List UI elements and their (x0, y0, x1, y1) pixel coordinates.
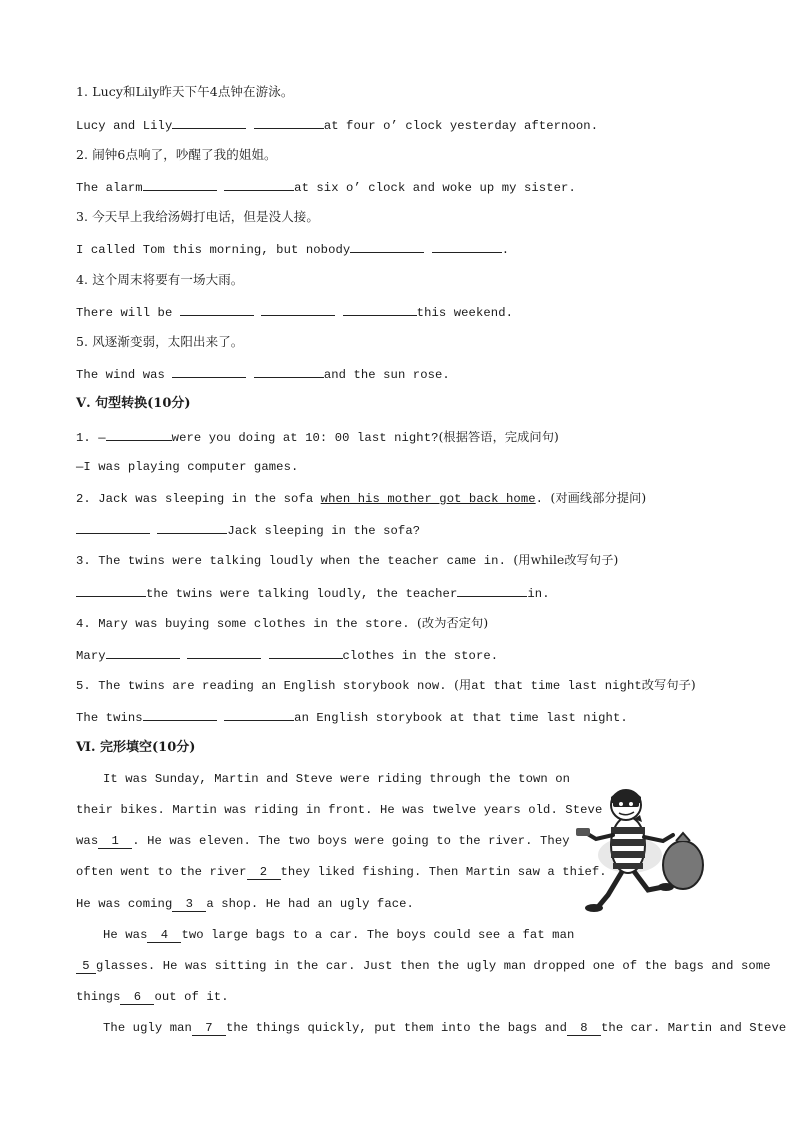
q5-2: 2. Jack was sleeping in the sofa when his mother got back home. (对画线部分提问) (76, 491, 647, 506)
q5-4: 4. Mary was buying some clothes in the store. (改为否定句) (76, 616, 489, 631)
q5-5: 5. The twins are reading an English storybook now. (用at that time last night改写句子) (76, 678, 696, 693)
answer-blank[interactable] (350, 240, 424, 253)
answer-blank[interactable] (157, 521, 227, 534)
cloze-line-4: often went to the river 2 they liked fishing. Then Martin saw a thief. (76, 865, 607, 879)
answer-blank[interactable] (269, 646, 343, 659)
thief-mask (613, 801, 639, 807)
answer-blank[interactable] (106, 646, 180, 659)
section-heading-5: Ⅴ. 句型转换(10分) (76, 396, 191, 411)
thief-illustration (568, 775, 708, 915)
money-bag (663, 841, 703, 889)
cloze-blank-7[interactable]: 7 (192, 1021, 226, 1036)
thief-arm (586, 833, 613, 839)
thief-eye (629, 802, 633, 806)
answer-blank[interactable] (343, 303, 417, 316)
cloze-blank-4[interactable]: 4 (147, 928, 181, 943)
thief-stripe (611, 827, 645, 834)
answer-blank[interactable] (172, 116, 246, 129)
answer-blank[interactable] (432, 240, 502, 253)
answer-blank[interactable] (180, 303, 254, 316)
q4-3-chinese: 3. 今天早上我给汤姆打电话，但是没人接。 (76, 209, 320, 224)
q4-4-english: There will be this weekend. (76, 303, 513, 321)
cloze-line-1: It was Sunday, Martin and Steve were riding through the town on (103, 772, 571, 786)
answer-blank[interactable] (187, 646, 261, 659)
answer-blank[interactable] (76, 521, 150, 534)
cloze-blank-5[interactable]: 5 (76, 959, 96, 974)
thief-stripe (613, 863, 643, 869)
section-heading-6: Ⅵ. 完形填空(10分) (76, 740, 196, 755)
q4-5-chinese: 5. 风逐渐变弱，太阳出来了。 (76, 334, 244, 349)
answer-blank[interactable] (76, 584, 146, 597)
answer-blank[interactable] (106, 428, 172, 441)
cloze-line-2: their bikes. Martin was riding in front. He was twelve years old. Steve (76, 803, 603, 817)
cloze-blank-8[interactable]: 8 (567, 1021, 601, 1036)
q4-1-english: Lucy and Lily at four o’ clock yesterday afternoon. (76, 116, 598, 134)
thief-arm (644, 835, 673, 841)
cloze-blank-3[interactable]: 3 (172, 897, 206, 912)
thief-stripe (611, 851, 645, 858)
q5-5-line2: The twins an English storybook at that time last night. (76, 708, 628, 726)
answer-blank[interactable] (224, 178, 294, 191)
q5-2-line2: Jack sleeping in the sofa? (76, 521, 420, 539)
cloze-line-8: things 6 out of it. (76, 990, 229, 1004)
cloze-line-6: He was 4 two large bags to a car. The boys could see a fat man (103, 928, 575, 942)
q5-1-answer: —I was playing computer games. (76, 460, 299, 474)
answer-blank[interactable] (261, 303, 335, 316)
thief-eye (619, 802, 623, 806)
bag-tie (676, 833, 690, 841)
q4-1-chinese: 1. Lucy和Lily昨天下午4点钟在游泳。 (76, 84, 294, 99)
answer-blank[interactable] (254, 365, 324, 378)
cloze-line-3: was 1 . He was eleven. The two boys were going to the river. They (76, 834, 570, 848)
answer-blank[interactable] (224, 708, 294, 721)
cloze-line-9: The ugly man 7 the things quickly, put them into the bags and 8 the car. Martin and Steve (103, 1021, 787, 1035)
pistol-icon (576, 828, 590, 836)
q5-4-line2: Mary clothes in the store. (76, 646, 498, 664)
q4-3-english: I called Tom this morning, but nobody . (76, 240, 509, 258)
answer-blank[interactable] (457, 584, 527, 597)
q5-1: 1. — were you doing at 10: 00 last night?(根据答语，完成问句) (76, 430, 559, 445)
thief-leg (598, 870, 623, 907)
q4-2-chinese: 2. 闹钟6点响了，吵醒了我的姐姐。 (76, 147, 277, 162)
answer-blank[interactable] (172, 365, 246, 378)
answer-blank[interactable] (254, 116, 324, 129)
answer-blank[interactable] (143, 178, 217, 191)
q4-2-english: The alarm at six o’ clock and woke up my sister. (76, 178, 576, 196)
answer-blank[interactable] (143, 708, 217, 721)
thief-stripe (611, 839, 645, 846)
cloze-blank-1[interactable]: 1 (98, 834, 132, 849)
q4-4-chinese: 4. 这个周末将要有一场大雨。 (76, 272, 244, 287)
q5-3: 3. The twins were talking loudly when the teacher came in. (用while改写句子) (76, 553, 619, 568)
cloze-line-7: 5 glasses. He was sitting in the car. Just then the ugly man dropped one of the bags and some (76, 958, 771, 974)
cloze-blank-6[interactable]: 6 (120, 990, 154, 1005)
cloze-blank-2[interactable]: 2 (247, 865, 281, 880)
q4-5-english: The wind was and the sun rose. (76, 365, 450, 383)
thief-shoe (585, 904, 603, 912)
cloze-line-5: He was coming 3 a shop. He had an ugly face. (76, 897, 414, 911)
q5-3-line2: the twins were talking loudly, the teacher in. (76, 584, 550, 602)
